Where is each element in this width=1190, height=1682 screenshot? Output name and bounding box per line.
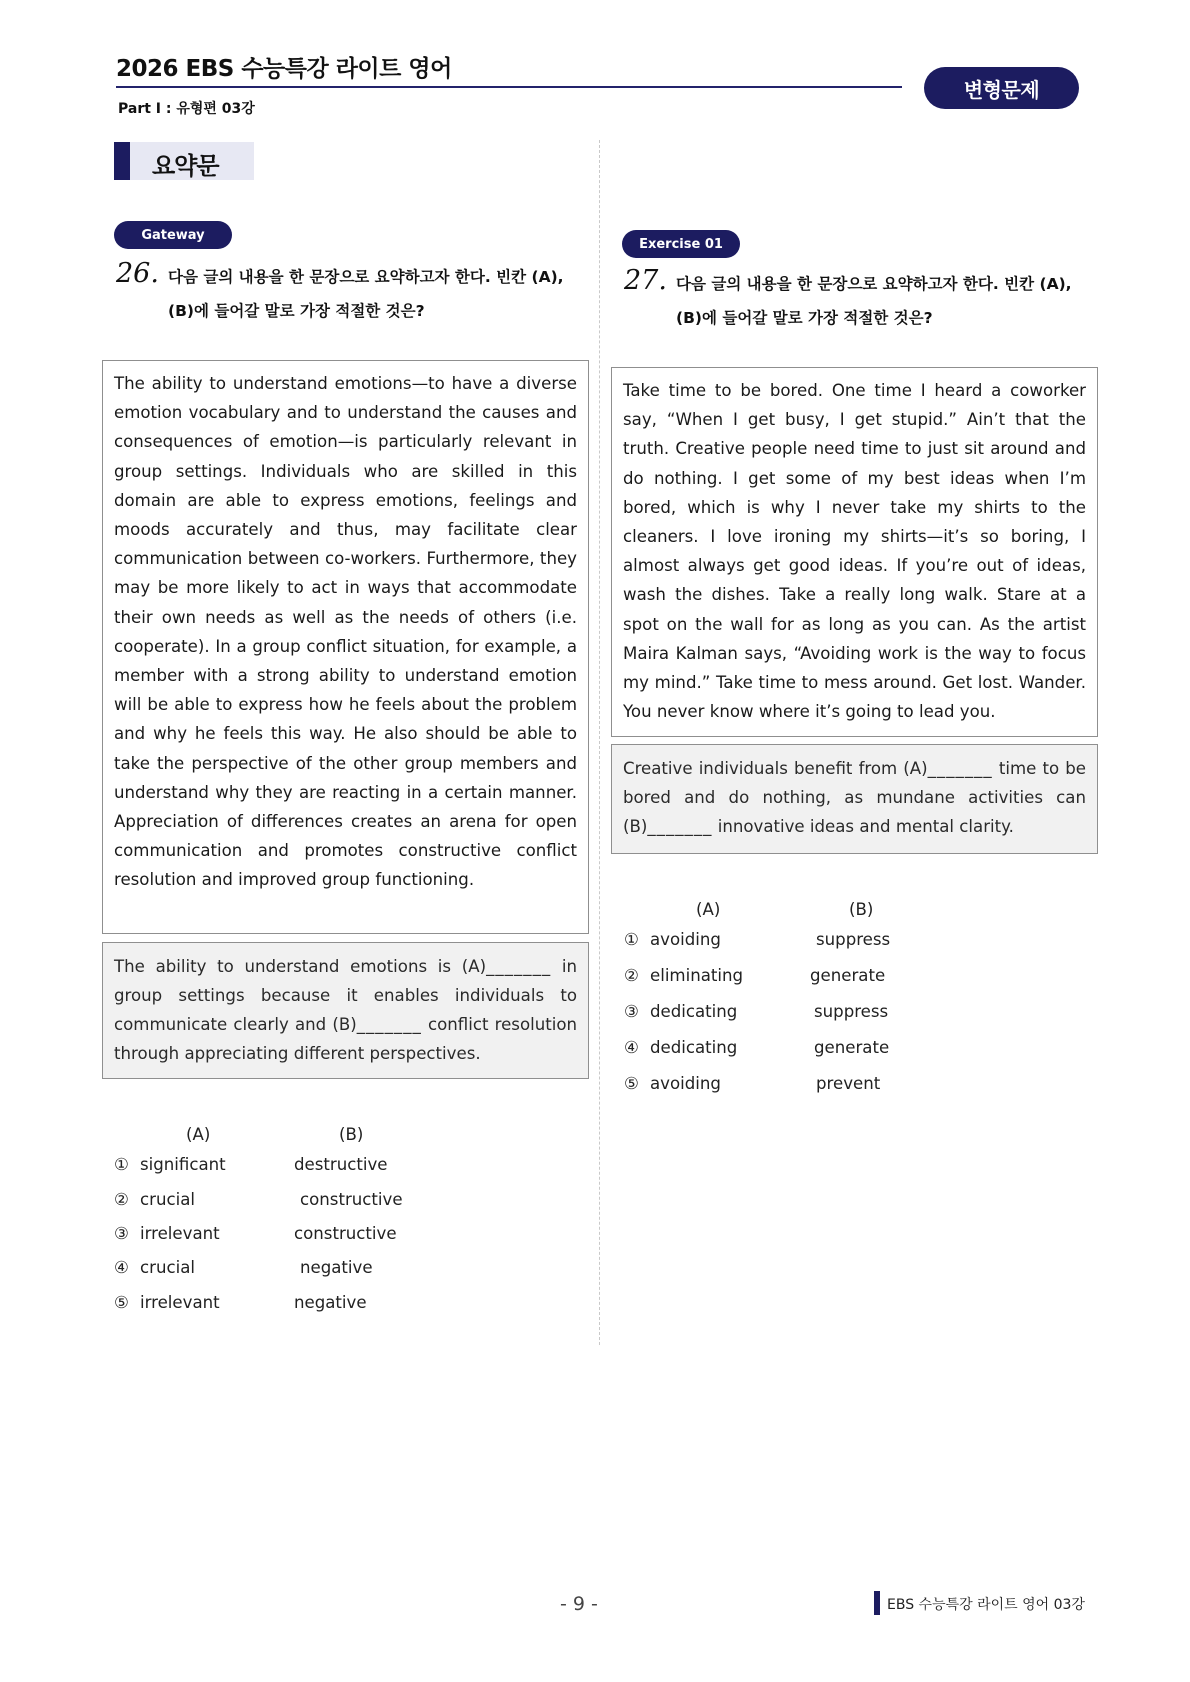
blank-a: _______	[486, 957, 552, 976]
option-number: ②	[114, 1190, 129, 1209]
answer-option[interactable]	[114, 1155, 388, 1174]
option-number: ④	[114, 1258, 129, 1277]
option-b: generate	[810, 966, 886, 985]
option-b: negative	[300, 1258, 373, 1277]
option-a: eliminating	[650, 966, 744, 985]
option-b: prevent	[816, 1074, 881, 1093]
option-number: ⑤	[114, 1293, 129, 1312]
options-header-a: (A)	[186, 1125, 211, 1144]
answer-option[interactable]	[114, 1224, 397, 1243]
option-b: constructive	[300, 1190, 403, 1209]
answer-option[interactable]	[114, 1258, 373, 1277]
passage-text: The ability to understand emotions—to have a diverse emotion vocabulary and to understand the causes and consequences of emotion—is particularly relevant in group settings. Individuals who are skilled in this domain are able to express emotions, feelings and moods accurately and thus, may facilitate clear communication between co-workers. Furthermore, they may be more likely to act in ways that accommodate their own needs as well as the needs of others (i.e. cooperate). In a group conflict situation, for example, a member with a strong ability to understand emotion will be able to express how he feels about the problem and why he feels this way. He also should be able to take the perspective of the other group members and understand why they are reacting in a certain manner. Appreciation of differences creates an arena for open communication and promotes constructive conflict resolution and improved group functioning.	[114, 374, 577, 890]
option-a: dedicating	[650, 1002, 738, 1021]
option-b: suppress	[816, 930, 891, 949]
answer-option[interactable]	[114, 1190, 403, 1209]
option-a: crucial	[140, 1258, 195, 1277]
column-divider	[599, 140, 600, 1345]
blank-a: _______	[927, 759, 993, 778]
summary-text: time to be bored and do nothing, as mundane activities can (B)	[623, 759, 1086, 836]
question-number: 26.	[116, 258, 159, 289]
option-number: ②	[624, 966, 639, 985]
footer-label: EBS 수능특강 라이트 영어 03강	[887, 1597, 1085, 1613]
answer-option[interactable]	[624, 966, 886, 985]
summary-text: Creative individuals benefit from (A)	[623, 759, 928, 778]
option-a: irrelevant	[140, 1293, 220, 1312]
option-b: negative	[294, 1293, 367, 1312]
blank-b: _______	[356, 1015, 422, 1034]
document-subtitle: Part Ⅰ : 유형편 03강	[118, 101, 255, 117]
reading-passage	[102, 360, 589, 934]
summary-text: conflict resolution through appreciating different perspectives.	[114, 1015, 578, 1063]
option-number: ⑤	[624, 1074, 639, 1093]
answer-option[interactable]	[624, 1038, 890, 1057]
options-header-a: (A)	[696, 900, 721, 919]
option-b: constructive	[294, 1224, 397, 1243]
option-b: destructive	[294, 1155, 388, 1174]
option-a: irrelevant	[140, 1224, 220, 1243]
question-number: 27.	[624, 265, 667, 296]
option-b: generate	[814, 1038, 890, 1057]
page-number: - 9 -	[560, 1593, 598, 1615]
option-a: avoiding	[650, 1074, 721, 1093]
reading-passage	[611, 367, 1098, 737]
answer-option[interactable]	[624, 930, 891, 949]
summary-text: in group settings because it enables individuals to communicate clearly and (B)	[114, 957, 577, 1034]
answer-option[interactable]	[114, 1293, 367, 1312]
summary-box	[611, 744, 1098, 854]
summary-text: The ability to understand emotions is (A)	[114, 957, 487, 976]
options-header-b: (B)	[849, 900, 874, 919]
question-instruction: 다음 글의 내용을 한 문장으로 요약하고자 한다. 빈칸 (A),	[168, 268, 564, 286]
header-rule	[116, 86, 902, 88]
passage-text: Take time to be bored. One time I heard a coworker say, “When I get busy, I get stupid.” Ain’t that the truth. Creative people need time to just sit around and do nothing. I get some of my best ideas when I’m bored, which is why I never take my shirts to the cleaners. I love ironing my shirts—it’s so boring, I almost always get good ideas. If you’re out of ideas, wash the dishes. Take a really long walk. Stare at a spot on the wall for as long as you can. As the artist Maira Kalman says, “Avoiding work is the way to focus my mind.” Take time to mess around. Get lost. Wander. You never know where it’s going to lead you.	[623, 381, 1086, 722]
option-a: dedicating	[650, 1038, 738, 1057]
options-header-b: (B)	[339, 1125, 364, 1144]
gateway-badge: Gateway	[114, 221, 232, 249]
option-a: crucial	[140, 1190, 195, 1209]
option-b: suppress	[814, 1002, 889, 1021]
summary-box	[102, 942, 589, 1079]
option-a: significant	[140, 1155, 226, 1174]
option-number: ③	[114, 1224, 129, 1243]
option-number: ①	[114, 1155, 129, 1174]
blank-b: _______	[647, 817, 713, 836]
question-instruction: 다음 글의 내용을 한 문장으로 요약하고자 한다. 빈칸 (A),	[676, 275, 1072, 293]
option-number: ①	[624, 930, 639, 949]
question-instruction-cont: (B)에 들어갈 말로 가장 적절한 것은?	[168, 302, 425, 320]
question-instruction-cont: (B)에 들어갈 말로 가장 적절한 것은?	[676, 309, 933, 327]
option-number: ③	[624, 1002, 639, 1021]
section-title: 요약문	[152, 152, 219, 180]
option-number: ④	[624, 1038, 639, 1057]
answer-option[interactable]	[624, 1002, 889, 1021]
section-title-marker	[114, 142, 130, 180]
option-a: avoiding	[650, 930, 721, 949]
summary-text: innovative ideas and mental clarity.	[717, 817, 1014, 836]
footer-marker	[874, 1591, 880, 1615]
document-title: 2026 EBS 수능특강 라이트 영어	[116, 56, 452, 82]
answer-option[interactable]	[624, 1074, 881, 1093]
exercise-badge: Exercise 01	[622, 230, 740, 258]
header-badge: 변형문제	[924, 67, 1079, 109]
